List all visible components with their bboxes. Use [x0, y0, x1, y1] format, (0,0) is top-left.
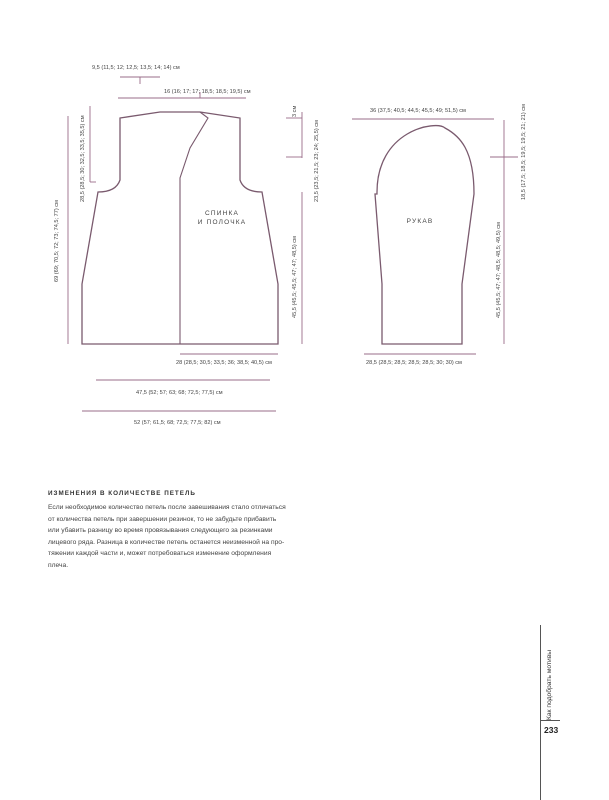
- sleeve-outline: [375, 126, 474, 344]
- note-line: лицевого ряда. Разница в количестве петель останется неизменной на про-: [48, 538, 285, 546]
- sleeve-length-text: 45,5 (45,5; 47; 47; 48,5; 48,5; 49,5) см: [496, 222, 502, 318]
- sleeve-cap-text: 18,5 (17,5; 18,5; 19,5; 19,5; 21; 21) см: [521, 104, 527, 200]
- body-label-2: И ПОЛОЧКА: [197, 219, 247, 226]
- armhole-left-text: 28,5 (28,5; 30; 32,5; 33,5; 35,5) см: [80, 115, 86, 202]
- note-line: или убавить разницу во время провязывания следующего за резинками: [48, 527, 273, 535]
- sleeve-label: РУКАВ: [406, 218, 434, 225]
- body-label: СПИНКА: [204, 210, 240, 217]
- stitch-change-note: [48, 490, 286, 572]
- note-line: тяжении каждой части и, может потребоваться изменение оформления: [48, 550, 272, 558]
- total-length-text: 69 (69; 70,5; 72; 73; 74,5; 77) см: [54, 200, 60, 282]
- neck-width-text: 9,5 (11,5; 12; 12,5; 13,5; 14; 14) см: [92, 65, 180, 71]
- sleeve-top-text: 36 (37,5; 40,5; 44,5; 45,5; 49; 51,5) см: [370, 108, 466, 114]
- note-line: от количества петель при завершении резинок, то не забудьте прибавить: [48, 515, 277, 523]
- margin-rule: [540, 625, 541, 800]
- full-width-text: 52 (57; 61,5; 68; 72,5; 77,5; 82) см: [134, 420, 221, 426]
- running-title-text: Как подобрать мотивы: [546, 649, 553, 720]
- note-line: плеча.: [48, 561, 69, 569]
- shoulder-width-text: 16 (16; 17; 17; 18,5; 18,5; 19,5) см: [164, 89, 251, 95]
- note-line: Если необходимое количество петель после завешивания стало отличаться: [48, 504, 286, 511]
- note-title: ИЗМЕНЕНИЯ В КОЛИЧЕСТВЕ ПЕТЕЛЬ: [48, 490, 196, 497]
- page-number: 233: [544, 725, 559, 735]
- shoulder-drop-text: 3 см: [292, 105, 298, 117]
- front-edge-line: [180, 112, 208, 344]
- armhole-right-text: 23,5 (23,5; 21,5; 23; 24; 25,5) см: [314, 120, 320, 202]
- body-length-text: 45,5 (45,5; 45,5; 47; 47; 48,5) см: [292, 236, 298, 318]
- cuff-width-text: 28,5 (28,5; 28,5; 28,5; 28,5; 30; 30) см: [366, 360, 462, 366]
- running-title: [546, 622, 558, 722]
- half-bust-text: 47,5 (52; 57; 63; 68; 72,5; 77,5) см: [136, 390, 223, 396]
- front-hem-text: 28 (28,5; 30,5; 33,5; 36; 38,5; 40,5) см: [176, 360, 272, 366]
